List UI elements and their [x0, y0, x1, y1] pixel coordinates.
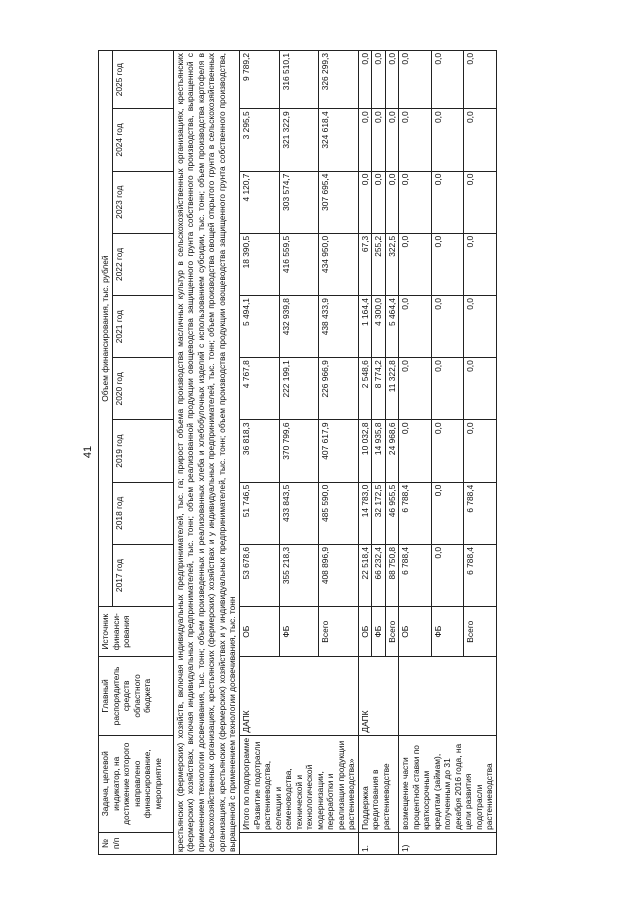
manager-cell	[399, 657, 497, 735]
value-cell: 4 767,8	[240, 358, 280, 420]
value-cell: 0,0	[385, 51, 399, 109]
value-cell: 326 299,3	[319, 51, 359, 109]
value-cell: 46 955,5	[385, 482, 399, 544]
value-cell: 6 788,4	[399, 544, 432, 606]
header-year: 2023 год	[112, 171, 173, 233]
value-cell: 8 774,2	[372, 358, 386, 420]
value-cell: 0,0	[464, 51, 497, 109]
value-cell: 4 300,0	[372, 296, 386, 358]
value-cell: 1 164,4	[358, 296, 372, 358]
value-cell: 434 950,0	[319, 233, 359, 295]
value-cell: 6 788,4	[464, 544, 497, 606]
source-cell: ОБ	[240, 607, 280, 657]
task-cell: возмещение части процентной ставки по краткосрочным кредитам (займам), полученным до 31 декабря 2016 года, на цели развития подотрасли растениеводства	[399, 735, 497, 832]
value-cell: 322,5	[385, 233, 399, 295]
value-cell: 14 935,8	[372, 420, 386, 482]
value-cell: 307 695,4	[319, 171, 359, 233]
value-cell: 5 464,4	[385, 296, 399, 358]
value-cell: 0,0	[464, 358, 497, 420]
row-number	[240, 832, 359, 854]
value-cell: 22 518,4	[358, 544, 372, 606]
source-cell: Всего	[464, 607, 497, 657]
value-cell: 303 574,7	[279, 171, 319, 233]
value-cell: 67,3	[358, 233, 372, 295]
value-cell: 0,0	[399, 51, 432, 109]
header-year: 2022 год	[112, 233, 173, 295]
task-cell: Поддержка кредитования в растениеводстве	[358, 735, 399, 832]
value-cell: 432 939,8	[279, 296, 319, 358]
value-cell: 408 896,9	[319, 544, 359, 606]
value-cell: 0,0	[431, 296, 464, 358]
value-cell: 0,0	[372, 109, 386, 171]
value-cell: 370 799,6	[279, 420, 319, 482]
value-cell: 438 433,9	[319, 296, 359, 358]
table-row	[358, 51, 372, 855]
value-cell: 0,0	[464, 109, 497, 171]
value-cell: 355 218,3	[279, 544, 319, 606]
value-cell: 416 559,5	[279, 233, 319, 295]
value-cell: 0,0	[464, 171, 497, 233]
header-task: Задача, целевой индикатор, на достижение которого направлено финансирование, мероприятие	[99, 735, 174, 832]
value-cell: 88 750,8	[385, 544, 399, 606]
value-cell: 0,0	[431, 109, 464, 171]
header-no: № п/п	[99, 832, 174, 854]
value-cell: 0,0	[385, 171, 399, 233]
value-cell: 0,0	[399, 233, 432, 295]
value-cell: 11 322,8	[385, 358, 399, 420]
value-cell: 4 120,7	[240, 171, 280, 233]
header-year: 2017 год	[112, 544, 173, 606]
header-row	[99, 51, 113, 855]
value-cell: 0,0	[399, 420, 432, 482]
table-row	[240, 51, 280, 855]
value-cell: 10 032,8	[358, 420, 372, 482]
value-cell: 222 199,1	[279, 358, 319, 420]
value-cell: 407 617,9	[319, 420, 359, 482]
source-cell: ОБ	[399, 607, 432, 657]
value-cell: 0,0	[358, 171, 372, 233]
value-cell: 0,0	[431, 420, 464, 482]
source-cell: ФБ	[431, 607, 464, 657]
value-cell: 0,0	[431, 233, 464, 295]
header-volume: Объем финансирования, тыс. рублей	[99, 51, 113, 607]
value-cell: 3 295,5	[240, 109, 280, 171]
value-cell: 0,0	[399, 109, 432, 171]
rotated-page-content	[98, 50, 618, 855]
value-cell: 255,2	[372, 233, 386, 295]
table-row	[399, 51, 432, 855]
row-number: 1)	[399, 832, 497, 854]
value-cell: 0,0	[399, 296, 432, 358]
value-cell: 0,0	[358, 109, 372, 171]
value-cell: 0,0	[431, 51, 464, 109]
value-cell: 316 510,1	[279, 51, 319, 109]
value-cell: 6 788,4	[464, 482, 497, 544]
header-year: 2024 год	[112, 109, 173, 171]
value-cell: 0,0	[431, 544, 464, 606]
row-number: 1.	[358, 832, 399, 854]
page-number: 41	[82, 445, 95, 459]
financing-table	[98, 50, 497, 855]
header-year: 2018 год	[112, 482, 173, 544]
value-cell: 0,0	[431, 171, 464, 233]
value-cell: 6 788,4	[399, 482, 432, 544]
value-cell: 0,0	[399, 171, 432, 233]
value-cell: 66 232,4	[372, 544, 386, 606]
source-cell: Всего	[385, 607, 399, 657]
source-cell: ФБ	[372, 607, 386, 657]
value-cell: 0,0	[372, 171, 386, 233]
source-cell: ФБ	[279, 607, 319, 657]
value-cell: 36 818,3	[240, 420, 280, 482]
value-cell: 2 548,6	[358, 358, 372, 420]
description-row	[173, 51, 240, 855]
value-cell: 14 783,0	[358, 482, 372, 544]
value-cell: 0,0	[431, 482, 464, 544]
value-cell: 433 843,5	[279, 482, 319, 544]
value-cell: 321 322,9	[279, 109, 319, 171]
value-cell: 9 789,2	[240, 51, 280, 109]
value-cell: 32 172,5	[372, 482, 386, 544]
header-year: 2020 год	[112, 358, 173, 420]
value-cell: 53 678,6	[240, 544, 280, 606]
task-cell: Итого по подпрограмме «Развитие подотрасли растениеводства, селекции и семеноводства, технической и технологической модернизации, переработки и реализации продукции растениеводства»	[240, 735, 359, 832]
description-text: крестьянских (фермерских) хозяйств, включая индивидуальных предпринимателей, тыс. га; прирост объема производства масличных культур в сельскохозяйственных организациях, крестьянских (фермерских) хозяйствах, включая индивидуальных предпринимателей, тыс. тонн; объем реализованной продукции овощеводства защищенного грунта собственного производства, выращенной с применением технологии досвечивания, тыс. тонн; объем произведенных и реализованных хлеба и хлебобулочных изделий с использованием субсидии, тыс. тонн; объем производства картофеля в сельскохозяйственных организациях, крестьянских (фермерских) хозяйствах и у индивидуальных предпринимателей, тыс. тонн; объем производства овощей открытого грунта в сельскохозяйственных организациях, крестьянских (фермерских) хозяйствах и у индивидуальных предпринимателей, тыс. тонн; объем производства продукции овощеводства защищенного грунта собственного производства, выращенной с применением технологии досвечивания, тыс. тонн	[173, 51, 240, 855]
source-cell: ОБ	[358, 607, 372, 657]
value-cell: 5 494,1	[240, 296, 280, 358]
header-manager: Главный распорядитель средств областного бюджета	[99, 657, 174, 735]
manager-cell: ДАПК	[240, 657, 359, 735]
header-year: 2019 год	[112, 420, 173, 482]
value-cell: 0,0	[372, 51, 386, 109]
value-cell: 0,0	[385, 109, 399, 171]
value-cell: 24 968,6	[385, 420, 399, 482]
value-cell: 0,0	[399, 358, 432, 420]
value-cell: 485 590,0	[319, 482, 359, 544]
header-source: Источник финанси-рования	[99, 607, 174, 657]
value-cell: 51 746,5	[240, 482, 280, 544]
source-cell: Всего	[319, 607, 359, 657]
value-cell: 18 390,5	[240, 233, 280, 295]
value-cell: 0,0	[431, 358, 464, 420]
manager-cell: ДАПК	[358, 657, 399, 735]
header-year: 2021 год	[112, 296, 173, 358]
value-cell: 0,0	[464, 420, 497, 482]
value-cell: 226 966,9	[319, 358, 359, 420]
value-cell: 0,0	[358, 51, 372, 109]
value-cell: 0,0	[464, 233, 497, 295]
value-cell: 0,0	[464, 296, 497, 358]
header-year: 2025 год	[112, 51, 173, 109]
value-cell: 324 618,4	[319, 109, 359, 171]
